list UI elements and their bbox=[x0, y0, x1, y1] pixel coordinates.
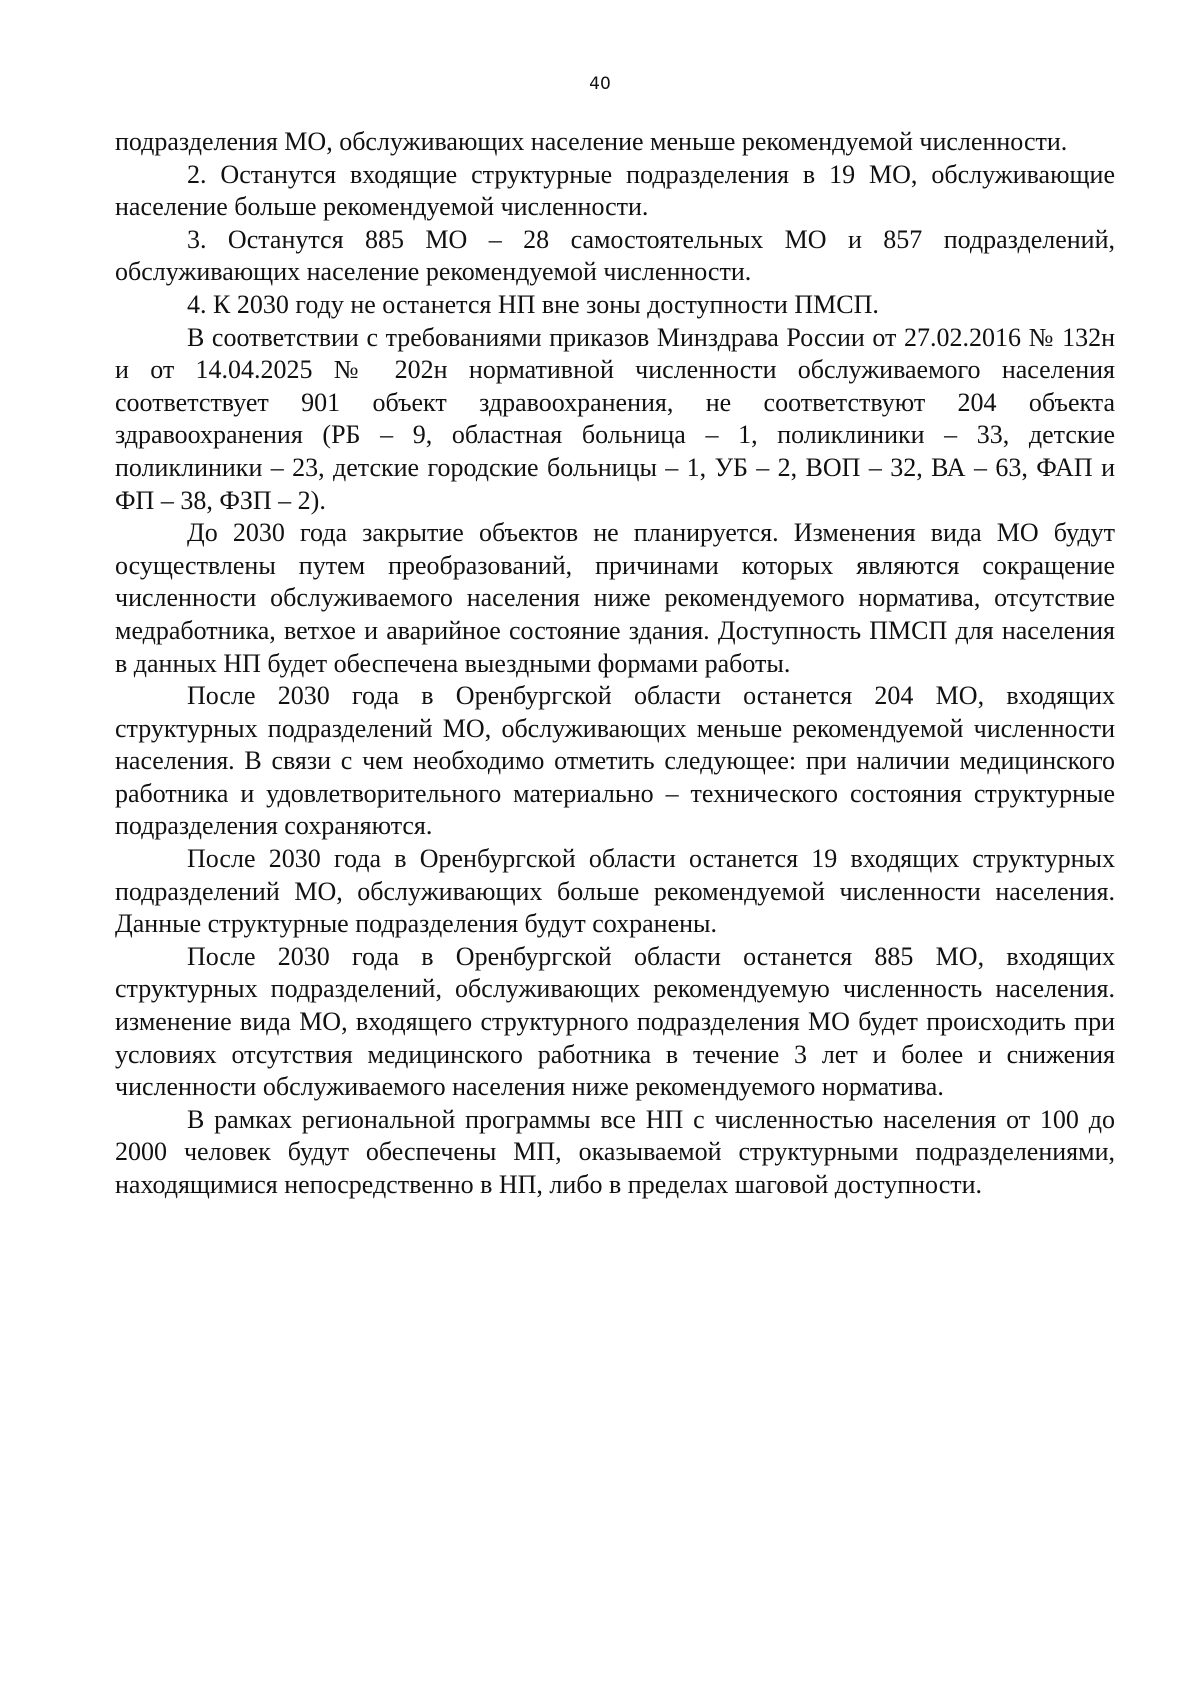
page-number: 40 bbox=[589, 74, 611, 94]
paragraph-item-3: 3. Останутся 885 МО – 28 самостоятельных МО и 857 подразделений, обслуживающих население рекомендуемой численности. bbox=[115, 224, 1115, 287]
paragraph-after-2030-204: После 2030 года в Оренбургской области останется 204 МО, входящих структурных подразделений МО, обслуживающих меньше рекомендуемой численности населения. В связи с чем необходимо отметить следующее: при наличии медицинского работника и удовлетворительного материально – технического состояния структурные подразделения сохраняются. bbox=[115, 681, 1115, 841]
paragraph-after-2030-19: После 2030 года в Оренбургской области останется 19 входящих структурных подразделений МО, обслуживающих больше рекомендуемой численности населения. Данные структурные подразделения будут сохранены. bbox=[115, 844, 1115, 939]
paragraph-requirements: В соответствии с требованиями приказов Минздрава России от 27.02.2016 № 132н и от 14.04.2025 № 202н нормативной численности обслуживаемого населения соответствует 901 объект здравоохранения, не соответствуют 204 объекта здравоохранения (РБ – 9, областная больница – 1, поликлиники – 33, детские поликлиники – 23, детские городские больницы – 1, УБ – 2, ВОП – 32, ВА – 63, ФАП и ФП – 38, ФЗП – 2). bbox=[115, 322, 1115, 515]
paragraph-item-2: 2. Останутся входящие структурные подразделения в 19 МО, обслуживающие население больше рекомендуемой численности. bbox=[115, 159, 1115, 222]
paragraph-item-4: 4. К 2030 году не останется НП вне зоны доступности ПМСП. bbox=[187, 289, 879, 319]
document-body bbox=[115, 126, 1115, 1202]
paragraph-after-2030-885: После 2030 года в Оренбургской области останется 885 МО, входящих структурных подразделений, обслуживающих рекомендуемую численность населения. изменение вида МО, входящего структурного подразделения МО будет происходить при условиях отсутствия медицинского работника в течение 3 лет и более и снижения численности обслуживаемого населения ниже рекомендуемого норматива. bbox=[115, 941, 1115, 1102]
paragraph-regional-program: В рамках региональной программы все НП с численностью населения от 100 до 2000 человек будут обеспечены МП, оказываемой структурными подразделениями, находящимися непосредственно в НП, либо в пределах шаговой доступности. bbox=[115, 1104, 1115, 1199]
paragraph-continuation: подразделения МО, обслуживающих население меньше рекомендуемой численности. bbox=[115, 127, 1068, 156]
paragraph-until-2030: До 2030 года закрытие объектов не планируется. Изменения вида МО будут осуществлены путем преобразований, причинами которых являются сокращение численности обслуживаемого населения ниже рекомендуемого норматива, отсутствие медработника, ветхое и аварийное состояние здания. Доступность ПМСП для населения в данных НП будет обеспечена выездными формами работы. bbox=[115, 518, 1115, 678]
